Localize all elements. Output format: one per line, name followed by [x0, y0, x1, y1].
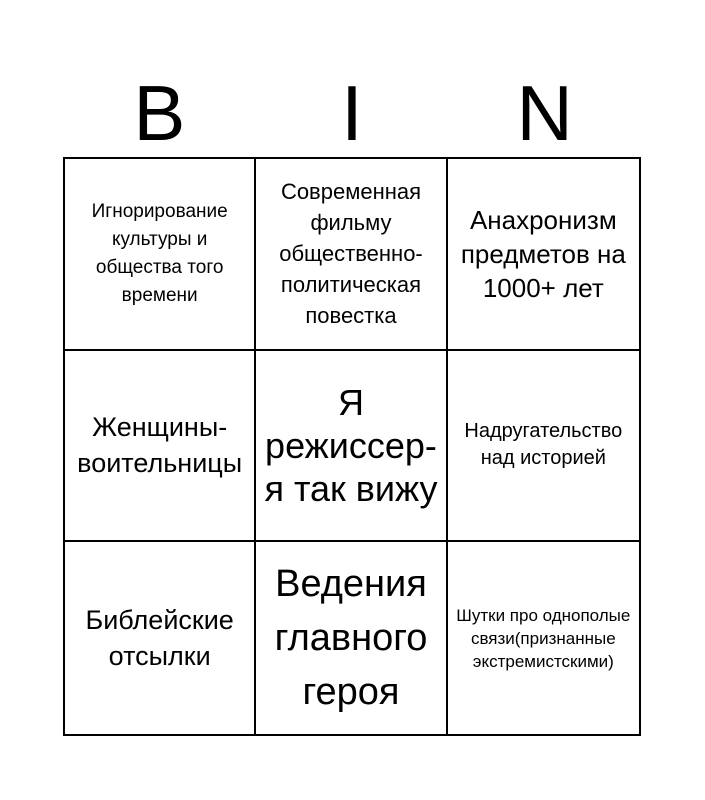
bingo-cell[interactable]: [448, 159, 639, 351]
bingo-cell-text: Надругательство над историей: [464, 420, 623, 470]
bingo-cell-text: Женщины-воительницы: [77, 412, 243, 479]
header-letter-b: B: [133, 69, 186, 157]
bingo-cell[interactable]: [65, 159, 256, 351]
header-letter-i: I: [341, 69, 363, 157]
bingo-cell-text: Современная фильму общественно-политическая повестка: [279, 179, 423, 329]
bingo-cell[interactable]: [256, 351, 447, 543]
header-letter-n: N: [516, 69, 573, 157]
bingo-header: [63, 70, 641, 156]
bingo-cell-text: Игнорирование культуры и общества того времени: [91, 200, 228, 306]
bingo-cell-text: Библейские отсылки: [85, 605, 234, 672]
bingo-board: [63, 157, 641, 736]
bingo-cell-text: Я режиссер-я так вижу: [264, 381, 438, 509]
bingo-cell[interactable]: [448, 351, 639, 543]
bingo-cell[interactable]: [65, 542, 256, 734]
bingo-cell[interactable]: [256, 159, 447, 351]
bingo-cell[interactable]: [65, 351, 256, 543]
bingo-cell-text: Ведения главного героя: [274, 563, 428, 714]
bingo-cell[interactable]: [256, 542, 447, 734]
bingo-cell-text: Шутки про однополые связи(признанные экстремистскими): [456, 605, 631, 671]
bingo-cell-text: Анахронизм предметов на 1000+ лет: [460, 204, 626, 303]
bingo-cell[interactable]: [448, 542, 639, 734]
